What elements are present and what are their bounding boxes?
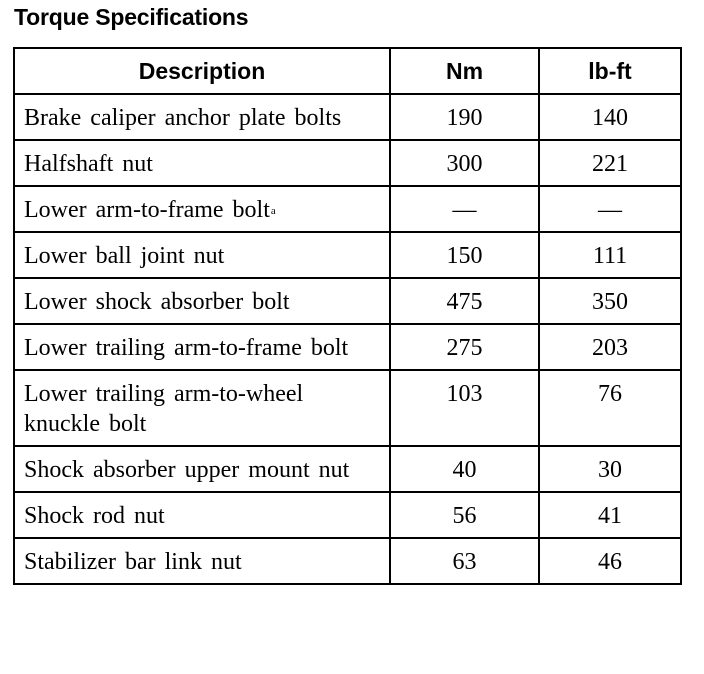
table-row [14,278,681,324]
row-description [14,94,390,140]
row-lbft-value: — [539,186,681,232]
torque-spec-table [13,47,682,585]
row-nm-value: 63 [390,538,539,584]
description-text: Stabilizer bar link nut [24,549,242,575]
row-nm-value: 300 [390,140,539,186]
row-description [14,370,390,446]
description-text: Shock rod nut [24,503,165,529]
description-text: Lower trailing arm-to-frame bolt [24,335,349,361]
row-lbft-value: 46 [539,538,681,584]
row-description [14,538,390,584]
column-header-description: Description [14,48,390,94]
column-header-nm: Nm [390,48,539,94]
row-nm-value: 150 [390,232,539,278]
row-lbft-value: 111 [539,232,681,278]
description-text: Lower arm-to-frame bolt [24,197,270,223]
table-row [14,324,681,370]
table-row [14,94,681,140]
row-nm-value: 103 [390,370,539,446]
row-nm-value: — [390,186,539,232]
description-text: Lower ball joint nut [24,243,225,269]
column-header-lbft: lb-ft [539,48,681,94]
table-row [14,492,681,538]
row-lbft-value: 41 [539,492,681,538]
footnote-marker: a [270,205,276,217]
row-description [14,324,390,370]
row-lbft-value: 76 [539,370,681,446]
table-row [14,538,681,584]
table-header-row [14,48,681,94]
row-nm-value: 40 [390,446,539,492]
description-text: Lower shock absorber bolt [24,289,290,315]
row-nm-value: 275 [390,324,539,370]
table-row [14,186,681,232]
row-lbft-value: 221 [539,140,681,186]
row-description [14,278,390,324]
row-lbft-value: 203 [539,324,681,370]
page-title: Torque Specifications [14,4,249,30]
row-lbft-value: 350 [539,278,681,324]
description-text: Halfshaft nut [24,151,153,177]
table-row [14,140,681,186]
table-row [14,370,681,446]
row-lbft-value: 140 [539,94,681,140]
table-row [14,446,681,492]
row-lbft-value: 30 [539,446,681,492]
row-description [14,186,390,232]
row-description [14,232,390,278]
description-text: Brake caliper anchor plate bolts [24,105,342,131]
row-nm-value: 190 [390,94,539,140]
description-text: Shock absorber upper mount nut [24,457,350,483]
row-nm-value: 475 [390,278,539,324]
row-description [14,492,390,538]
row-nm-value: 56 [390,492,539,538]
table-row [14,232,681,278]
row-description [14,140,390,186]
row-description [14,446,390,492]
description-text: Lower trailing arm-to-wheel knuckle bolt [24,381,304,437]
